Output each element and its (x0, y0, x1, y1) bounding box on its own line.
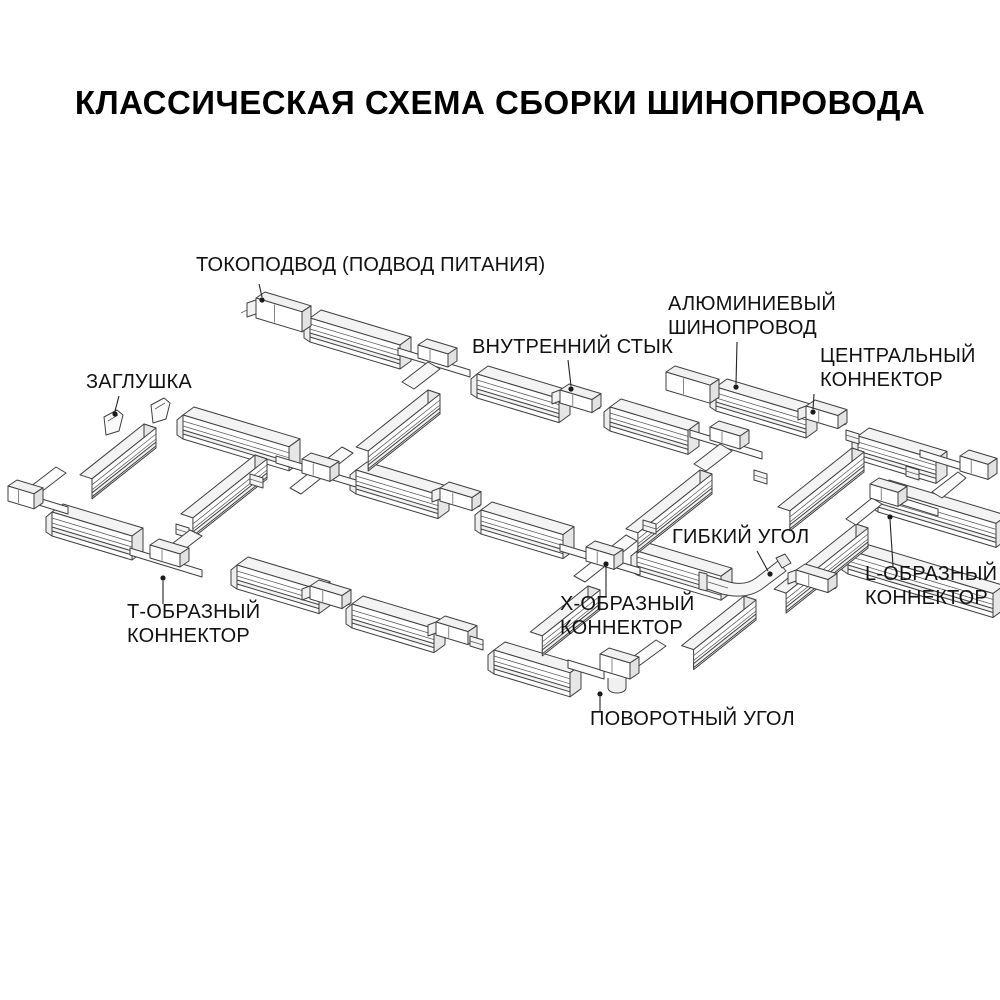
page-title: КЛАССИЧЕСКАЯ СХЕМА СБОРКИ ШИНОПРОВОДА (74, 84, 926, 121)
t-connector-leader-dot (160, 575, 165, 580)
track-segment (304, 310, 411, 369)
end-cap-leader-dot (112, 411, 117, 416)
power-feed (241, 292, 311, 332)
x-connector-leader-dot (603, 561, 608, 566)
l-connector-leader-dot (887, 514, 892, 519)
aluminum-track-label: АЛЮМИНИЕВЫЙ ШИНОПРОВОД (668, 293, 836, 339)
l-connector-label: L-ОБРАЗНЫЙ КОННЕКТОР (865, 563, 998, 609)
track-segment (181, 455, 267, 538)
clip (470, 636, 483, 650)
end-cap-leader-line (115, 396, 119, 411)
clip (846, 430, 859, 444)
central-connector-leader-dot (810, 409, 815, 414)
feed-box (666, 366, 719, 403)
inner-joint-label: ВНУТРЕННИЙ СТЫК (472, 336, 673, 358)
flex-corner-leader-dot (767, 571, 772, 576)
flex-corner-label: ГИБКИЙ УГОЛ (672, 526, 810, 548)
inner-joint-leader-line (568, 360, 571, 386)
inner-joint-leader-dot (568, 386, 573, 391)
track-segment (80, 424, 156, 499)
aluminum-track-leader-dot (733, 384, 738, 389)
t-connector-label: Т-ОБРАЗНЫЙ КОННЕКТОР (127, 601, 261, 647)
power-feed-leader-dot (259, 297, 264, 302)
x-connector-label: Х-ОБРАЗНЫЙ КОННЕКТОР (560, 593, 695, 639)
track-segment (46, 504, 143, 560)
power-feed-label: ТОКОПОДВОД (ПОДВОД ПИТАНИЯ) (196, 254, 546, 276)
swivel-corner-leader-dot (597, 691, 602, 696)
end-cap (151, 398, 170, 423)
flex-corner-leader-line (757, 551, 768, 571)
track-segment (488, 642, 581, 697)
aluminum-track-leader-line (736, 342, 737, 384)
track-segment (475, 502, 574, 559)
central-connector-label: ЦЕНТРАЛЬНЫЙ КОННЕКТОР (820, 345, 976, 391)
clip (754, 470, 767, 484)
corner-west (8, 467, 68, 514)
end-cap-label: ЗАГЛУШКА (86, 371, 192, 393)
t-connector (690, 421, 762, 471)
swivel-corner-label: ПОВОРОТНЫЙ УГОЛ (590, 708, 795, 730)
swivel-corner (568, 640, 666, 693)
track-segment (604, 399, 699, 454)
track-segment (356, 390, 440, 471)
